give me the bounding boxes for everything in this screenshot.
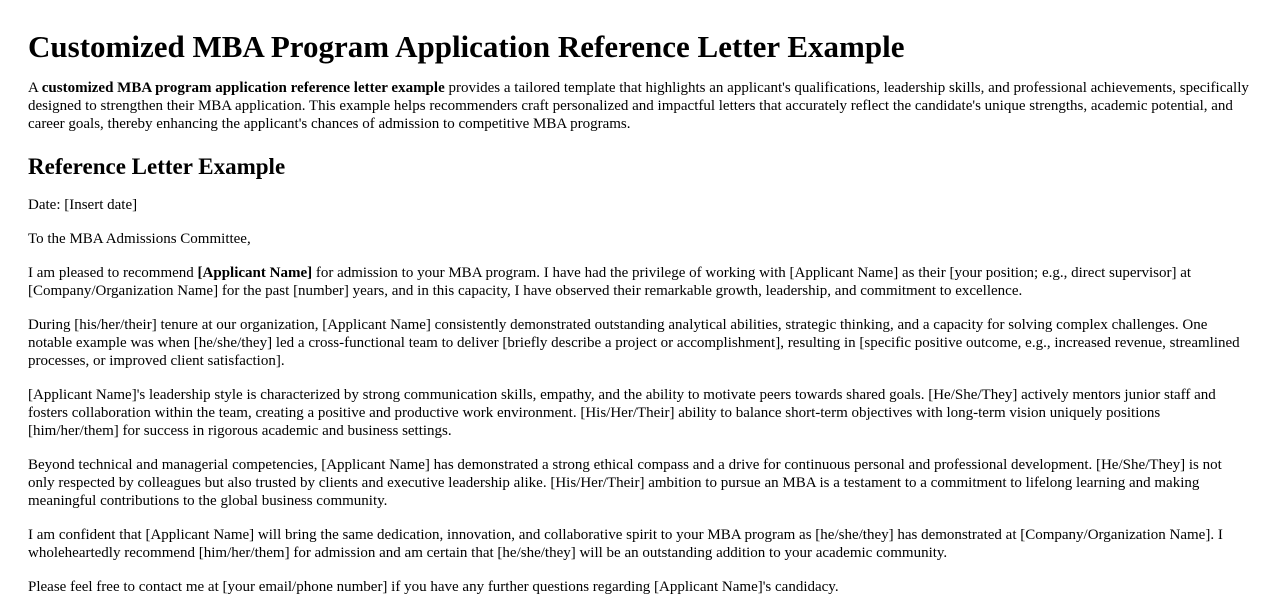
p1-rest: for admission to your MBA program. I have had the privilege of working with [Applicant Name] as their [your position; e.g., direct supervisor] at [Company/Organization Name] for the past [number] years, and in this capacity, I have observed their remarkable growth, leadership, and commitment to excellence. [28,265,1192,299]
page-title: Customized MBA Program Application Reference Letter Example [28,29,905,64]
letter-paragraph-4: Beyond technical and managerial competencies, [Applicant Name] has demonstrated a strong ethical compass and a drive for continuous personal and professional development. [He/She/They] is not only respected by colleagues but also trusted by clients and executive leadership alike. [His/Her/Their] ambition to pursue an MBA is a testament to a commitment to lifelong learning and making meaningful contributions to the global business community. [28,457,1222,509]
intro-lead: A [28,80,42,96]
letter-paragraph-5: I am confident that [Applicant Name] will bring the same dedication, innovation, and collaborative spirit to your MBA program as [he/she/they] has demonstrated at [Company/Organization Name]. I wholeheartedly recommend [him/her/them] for admission and am certain that [he/she/they] will be an outstanding addition to your academic community. [28,527,1223,561]
intro-rest: provides a tailored template that highlights an applicant's qualifications, leadership skills, and professional achievements, specifically designed to strengthen their MBA application. This example helps recommenders craft personalized and impactful letters that accurately reflect the candidate's unique strengths, academic potential, and career goals, thereby enhancing the applicant's chances of admission to competitive MBA programs. [28,80,1249,132]
letter-paragraph-3: [Applicant Name]'s leadership style is characterized by strong communication skills, empathy, and the ability to motivate peers towards shared goals. [He/She/They] actively mentors junior staff and fosters collaboration within the team, creating a positive and productive work environment. [His/Her/Their] ability to balance short-term objectives with long-term vision uniquely positions [him/her/them] for success in rigorous academic and business settings. [28,387,1216,439]
letter-paragraph-2: During [his/her/their] tenure at our organization, [Applicant Name] consistently demonstrated outstanding analytical abilities, strategic thinking, and a capacity for solving complex challenges. One notable example was when [he/she/they] led a cross-functional team to deliver [briefly describe a project or accomplishment], resulting in [specific positive outcome, e.g., increased revenue, streamlined processes, or improved client satisfaction]. [28,317,1240,369]
intro-bold-term: customized MBA program application reference letter example [41,80,445,96]
letter-salutation: To the MBA Admissions Committee, [28,231,251,247]
section-heading: Reference Letter Example [28,154,286,179]
intro-paragraph [28,79,1250,133]
document-page [0,29,1278,596]
letter-date: Date: [Insert date] [28,197,138,213]
letter-paragraph-1 [28,264,1250,300]
p1-lead: I am pleased to recommend [28,265,198,281]
letter-paragraph-6: Please feel free to contact me at [your email/phone number] if you have any further questions regarding [Applicant Name]'s candidacy. [28,579,839,595]
p1-applicant-name: [Applicant Name] [197,265,313,281]
